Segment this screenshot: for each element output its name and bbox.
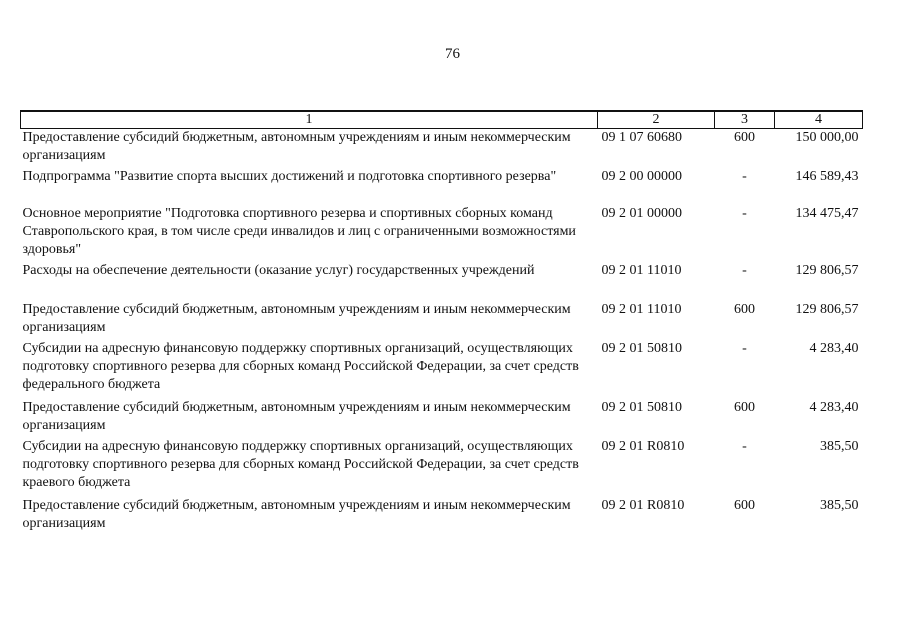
row-description: Подпрограмма "Развитие спорта высших достижений и подготовка спортивного резерва" xyxy=(22,168,557,184)
row-description: Предоставление субсидий бюджетным, автономным учреждениям и иным некоммерческим организациям xyxy=(22,399,571,433)
row-expense-type: - xyxy=(742,205,747,221)
row-code: 09 2 01 00000 xyxy=(601,205,682,221)
row-amount: 134 475,47 xyxy=(795,205,859,221)
table-row xyxy=(21,205,863,262)
row-code: 09 2 01 R0810 xyxy=(601,497,685,513)
page-number: 76 xyxy=(445,46,460,62)
table-body xyxy=(21,129,863,536)
row-amount: 385,50 xyxy=(820,497,859,513)
row-amount: 4 283,40 xyxy=(809,399,859,415)
header-row xyxy=(21,111,863,129)
row-expense-type: - xyxy=(742,438,747,454)
row-expense-type: 600 xyxy=(734,399,755,415)
row-expense-type: - xyxy=(742,262,747,278)
budget-table xyxy=(20,110,863,536)
row-description: Предоставление субсидий бюджетным, автономным учреждениям и иным некоммерческим организациям xyxy=(22,497,571,531)
row-expense-type: - xyxy=(742,168,747,184)
table-row xyxy=(21,262,863,301)
column-header-4: 4 xyxy=(775,111,863,129)
row-code: 09 2 01 11010 xyxy=(601,301,682,317)
row-expense-type: - xyxy=(742,340,747,356)
row-code: 09 2 01 11010 xyxy=(601,262,682,278)
row-expense-type: 600 xyxy=(734,301,755,317)
budget-table-container xyxy=(20,110,862,536)
row-description: Субсидии на адресную финансовую поддержку спортивных организаций, осуществляющих подготовку спортивного резерва для сборных команд Российской Федерации, за счет средств федерального бюджета xyxy=(22,340,579,392)
row-amount: 4 283,40 xyxy=(809,340,859,356)
table-row xyxy=(21,497,863,536)
row-expense-type: 600 xyxy=(734,130,755,145)
row-code: 09 2 00 00000 xyxy=(601,168,682,184)
row-amount: 150 000,00 xyxy=(795,130,859,145)
table-row xyxy=(21,399,863,438)
row-code: 09 2 01 R0810 xyxy=(601,438,685,454)
column-header-1: 1 xyxy=(21,111,598,129)
column-header-3: 3 xyxy=(715,111,775,129)
row-expense-type: 600 xyxy=(734,497,755,513)
table-header xyxy=(21,111,863,129)
row-amount: 129 806,57 xyxy=(795,262,859,278)
table-row xyxy=(21,301,863,340)
table-row xyxy=(21,168,863,205)
row-description: Предоставление субсидий бюджетным, автономным учреждениям и иным некоммерческим организациям xyxy=(22,130,571,163)
column-header-2: 2 xyxy=(598,111,715,129)
row-amount: 146 589,43 xyxy=(795,168,859,184)
row-amount: 129 806,57 xyxy=(795,301,859,317)
row-description: Предоставление субсидий бюджетным, автономным учреждениям и иным некоммерческим организациям xyxy=(22,301,571,335)
row-description: Субсидии на адресную финансовую поддержку спортивных организаций, осуществляющих подготовку спортивного резерва для сборных команд Российской Федерации, за счет средств краевого бюджета xyxy=(22,438,579,490)
row-description: Расходы на обеспечение деятельности (оказание услуг) государственных учреждений xyxy=(22,262,535,278)
table-row xyxy=(21,340,863,399)
row-description: Основное мероприятие "Подготовка спортивного резерва и спортивных сборных команд Ставропольского края, в том числе среди инвалидов и лиц с ограниченными возможностями здоровья" xyxy=(22,205,576,257)
table-row xyxy=(21,438,863,497)
row-code: 09 2 01 50810 xyxy=(601,399,682,415)
row-code: 09 2 01 50810 xyxy=(601,340,682,356)
table-row xyxy=(21,129,863,168)
row-code: 09 1 07 60680 xyxy=(601,130,682,145)
row-amount: 385,50 xyxy=(820,438,859,454)
